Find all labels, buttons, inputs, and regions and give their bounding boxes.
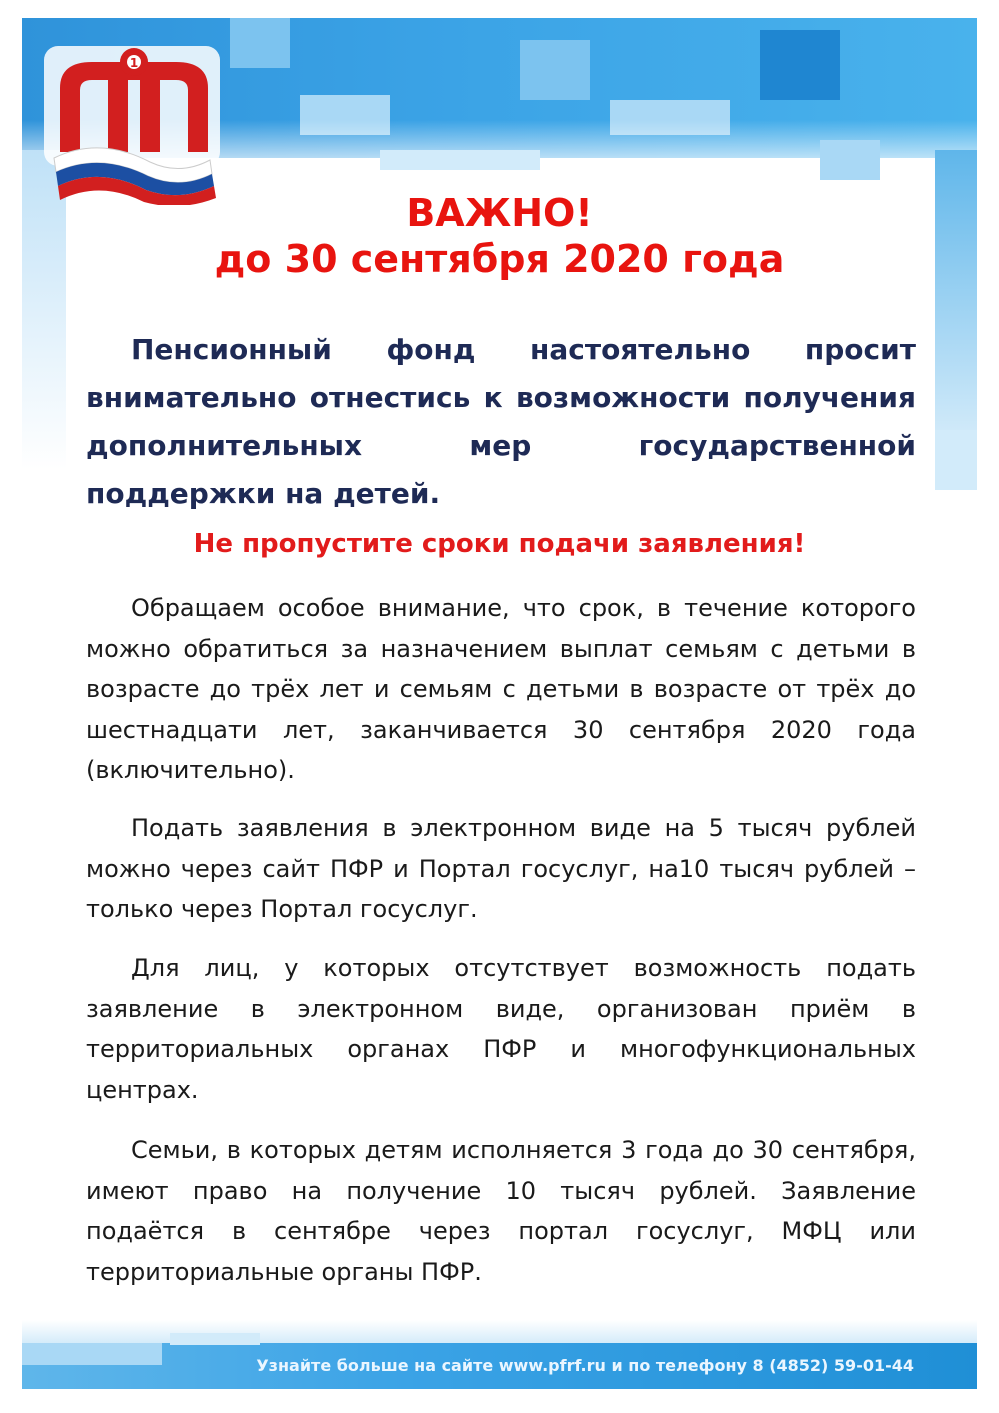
decor-square bbox=[820, 140, 880, 180]
paragraph-deadline: Обращаем особое внимание, что срок, в течение которого можно обратиться за назначением выплат семьям с детьми в возрасте до трёх лет и семьям с детьми в возрасте от трёх до шестнадцати лет, заканчивается 30 сентября 2020 года (включительно). bbox=[86, 594, 916, 784]
decor-square bbox=[380, 150, 540, 170]
decor-square bbox=[22, 1343, 162, 1365]
svg-text:1: 1 bbox=[129, 56, 139, 70]
decor-square bbox=[170, 1333, 260, 1345]
headline-deadline: до 30 сентября 2020 года bbox=[214, 237, 785, 281]
headline bbox=[0, 190, 999, 282]
intro-text: Пенсионный фонд настоятельно просит внимательно отнестись к возможности получения дополнительных мер государственной поддержки на детей. bbox=[86, 333, 916, 510]
deadline-warning: Не пропустите сроки подачи заявления! bbox=[193, 529, 806, 559]
paragraph-three-years: Семьи, в которых детям исполняется 3 года до 30 сентября, имеют право на получение 10 тысяч рублей. Заявление подаётся в сентябре через портал госуслуг, МФЦ или территориальные органы ПФР. bbox=[86, 1136, 916, 1286]
paragraph-offline: Для лиц, у которых отсутствует возможность подать заявление в электронном виде, организован приём в территориальных органах ПФР и многофункциональных центрах. bbox=[86, 954, 916, 1104]
decor-square bbox=[935, 430, 977, 490]
decor-square bbox=[520, 40, 590, 100]
headline-important: ВАЖНО! bbox=[406, 191, 593, 235]
pfr-logo bbox=[40, 40, 225, 205]
decor-square bbox=[760, 30, 840, 100]
intro-block bbox=[86, 326, 916, 518]
decor-square bbox=[230, 18, 290, 68]
footer-contact: Узнайте больше на сайте www.pfrf.ru и по телефону 8 (4852) 59-01-44 bbox=[256, 1356, 914, 1375]
paragraph-online: Подать заявления в электронном виде на 5 тысяч рублей можно через сайт ПФР и Портал госуслуг, на10 тысяч рублей – только через Портал госуслуг. bbox=[86, 814, 916, 923]
